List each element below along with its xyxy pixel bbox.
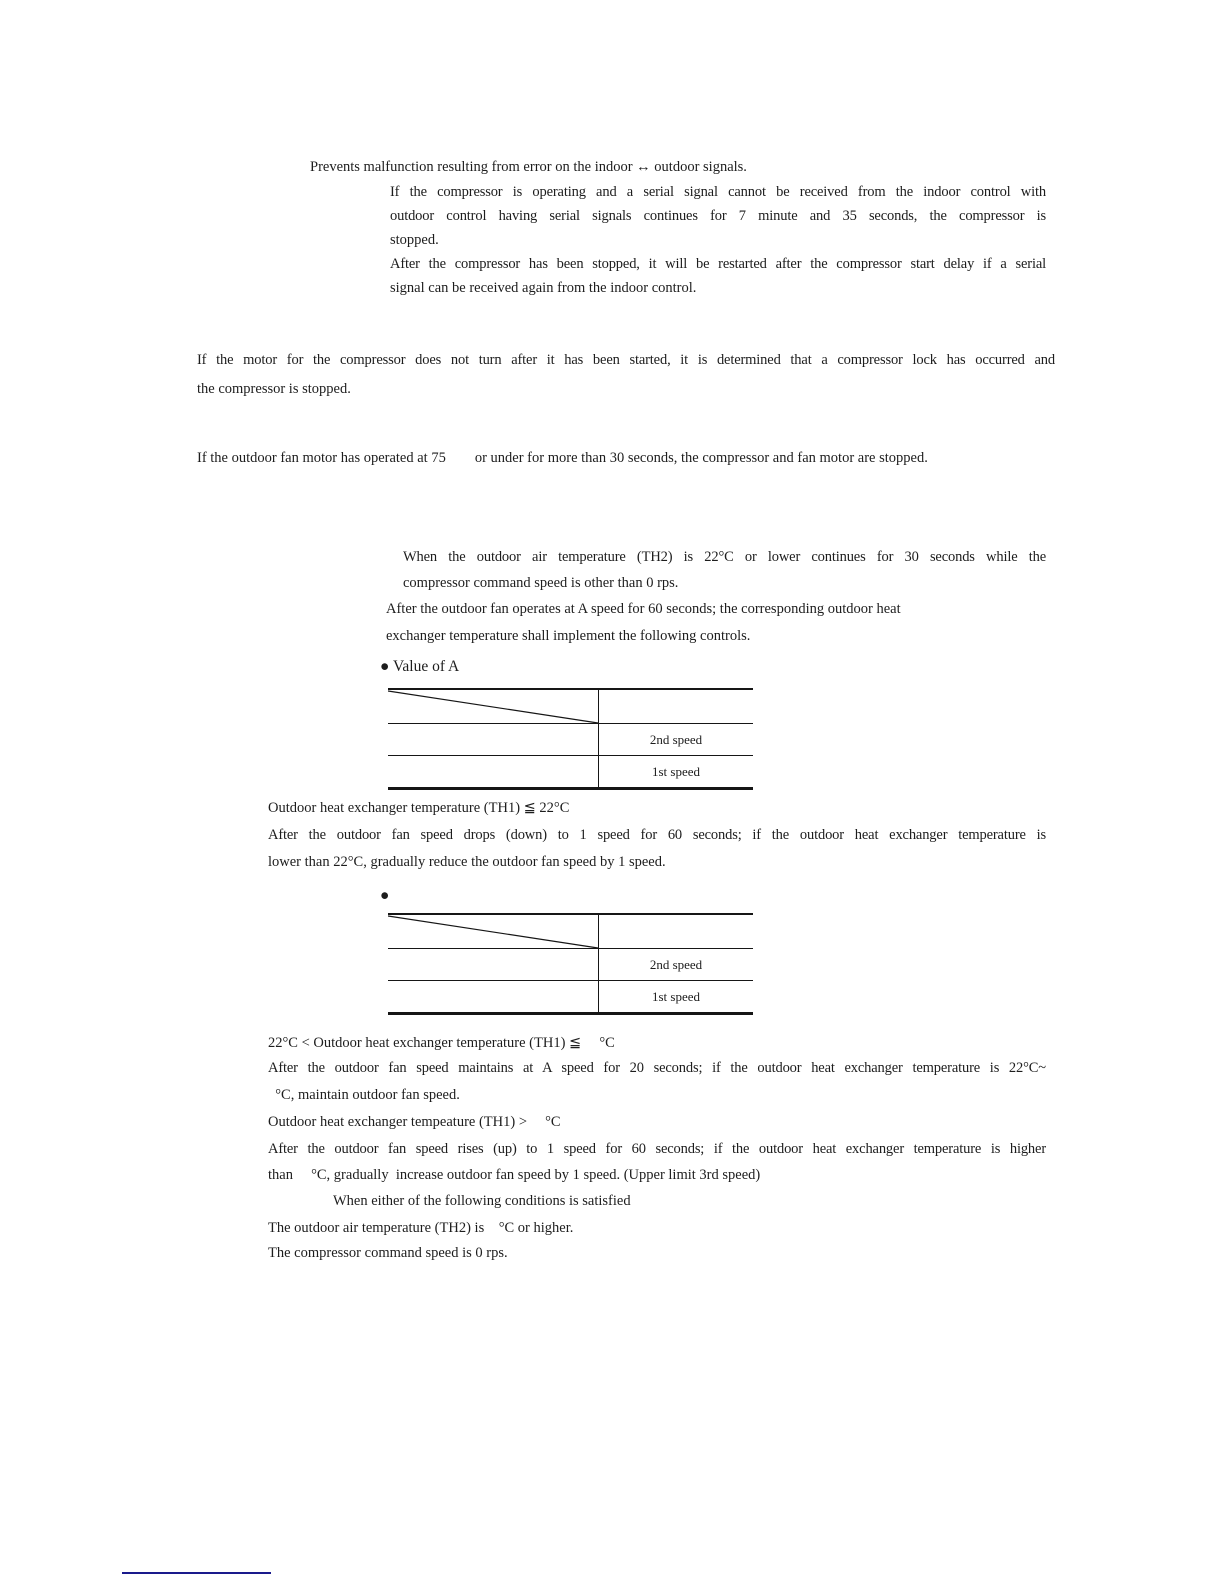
fan-control-condition-line: When the outdoor air temperature (TH2) is 22°C or lower continues for 30 seconds while the [403, 549, 1046, 565]
release-condition-line: The compressor command speed is 0 rps. [268, 1245, 508, 1261]
case-low-line: Outdoor heat exchanger temperature (TH1) ≦ 22°C [268, 800, 570, 816]
table-cell-1st-speed: 1st speed [651, 988, 701, 1004]
value-of-a-label: ● Value of A [380, 658, 460, 675]
serial-error-detail-line: After the compressor has been stopped, it will be restarted after the compressor start delay if a serial [390, 256, 1046, 272]
table-row [388, 949, 753, 981]
serial-error-detail-line: stopped. [390, 232, 439, 248]
fan-control-condition-line: compressor command speed is other than 0 rps. [403, 575, 679, 591]
compressor-lock-line: the compressor is stopped. [197, 381, 351, 397]
table-row [388, 724, 753, 756]
case-mid-line: °C, maintain outdoor fan speed. [268, 1087, 460, 1103]
serial-error-detail-line: outdoor control having serial signals continues for 7 minute and 35 seconds, the compressor is [390, 208, 1046, 224]
fan-control-operation-line: After the outdoor fan operates at A speed for 60 seconds; the corresponding outdoor heat [386, 601, 901, 617]
table-cell-2nd-speed: 2nd speed [649, 731, 703, 747]
case-high-line: After the outdoor fan speed rises (up) to 1 speed for 60 seconds; if the outdoor heat exchanger temperature is higher [268, 1141, 1046, 1157]
fan-motor-lock-line: If the outdoor fan motor has operated at 75 or under for more than 30 seconds, the compressor and fan motor are stopped. [197, 450, 928, 466]
case-high-line: than °C, gradually increase outdoor fan speed by 1 speed. (Upper limit 3rd speed) [268, 1167, 761, 1183]
table-header-row [388, 690, 753, 724]
bullet-marker: ● [380, 887, 390, 904]
value-of-a-table [388, 688, 753, 790]
table-cell-1st-speed: 1st speed [651, 763, 701, 779]
serial-error-intro: Prevents malfunction resulting from error on the indoor ↔ outdoor signals. [310, 159, 747, 175]
case-mid-line: Outdoor heat exchanger tempeature (TH1) > °C [268, 1114, 561, 1130]
release-header: When either of the following conditions is satisfied [333, 1193, 631, 1209]
case-mid-line: After the outdoor fan speed maintains at A speed for 20 seconds; if the outdoor heat exchanger temperature is 22°C~ [268, 1060, 1046, 1076]
table-row [388, 981, 753, 1012]
release-condition-line: The outdoor air temperature (TH2) is °C or higher. [268, 1220, 574, 1236]
speed-table [388, 913, 753, 1015]
table-row [388, 756, 753, 787]
footer-rule [122, 1572, 271, 1574]
fan-control-operation-line: exchanger temperature shall implement the following controls. [386, 628, 751, 644]
compressor-lock-line: If the motor for the compressor does not turn after it has been started, it is determined that a compressor lock has occurred and [197, 352, 1055, 368]
serial-error-detail-line: signal can be received again from the indoor control. [390, 280, 697, 296]
case-mid-line: 22°C < Outdoor heat exchanger temperature (TH1) ≦ °C [268, 1035, 615, 1051]
table-header-row [388, 915, 753, 949]
case-low-line: After the outdoor fan speed drops (down) to 1 speed for 60 seconds; if the outdoor heat exchanger temperature is [268, 827, 1046, 843]
table-cell-2nd-speed: 2nd speed [649, 956, 703, 972]
serial-error-detail-line: If the compressor is operating and a serial signal cannot be received from the indoor control with [390, 184, 1046, 200]
case-low-line: lower than 22°C, gradually reduce the outdoor fan speed by 1 speed. [268, 854, 666, 870]
